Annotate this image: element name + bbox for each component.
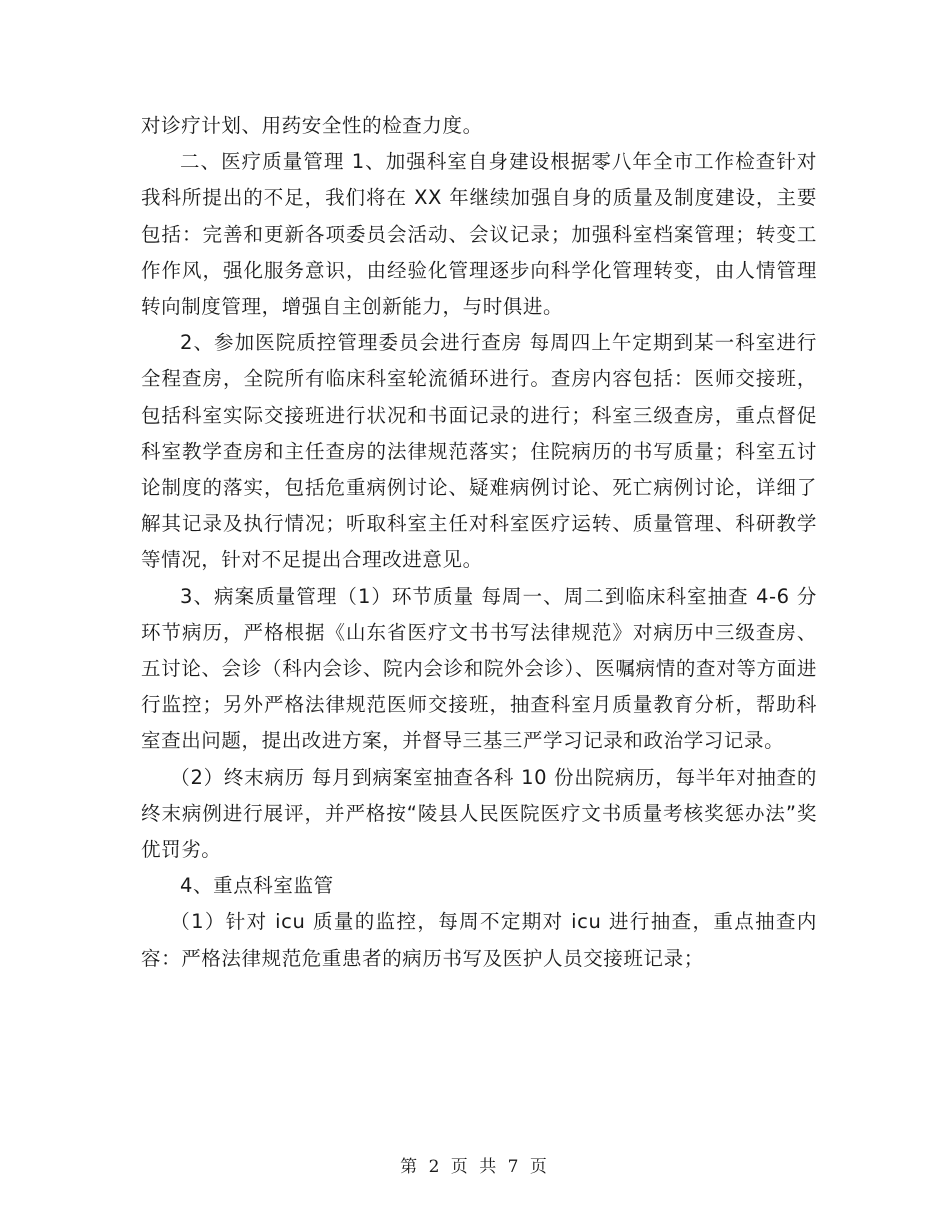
page-number-footer: 第 2 页 共 7 页 xyxy=(400,1157,550,1177)
paragraph-continuation: 对诊疗计划、用药安全性的检查力度。 xyxy=(141,114,483,137)
document-body xyxy=(141,108,817,977)
paragraph-ward-rounds: 2、参加医院质控管理委员会进行查房 每周四上午定期到某一科室进行全程查房，全院所有临床科室轮流循环进行。查房内容包括：医师交接班，包括科室实际交接班进行状况和书面记录的进行；科室三级查房，重点督促科室教学查房和主任查房的法律规范落实；住院病历的书写质量；科室五讨论制度的落实，包括危重病例讨论、疑难病例讨论、死亡病例讨论，详细了解其记录及执行情况；听取科室主任对科室医疗运转、质量管理、科研教学等情况，针对不足提出合理改进意见。 xyxy=(141,331,817,572)
paragraph-case-record-quality: 3、病案质量管理（1）环节质量 每周一、周二到临床科室抽查 4-6 分环节病历，严格根据《山东省医疗文书书写法律规范》对病历中三级查房、五讨论、会诊（科内会诊、院内会诊和院外会诊）、医嘱病情的查对等方面进行监控；另外严格法律规范医师交接班，抽查科室月质量教育分析，帮助科室查出问题，提出改进方案，并督导三基三严学习记录和政治学习记录。 xyxy=(141,584,817,753)
paragraph-final-records: （2）终末病历 每月到病案室抽查各科 10 份出院病历，每半年对抽查的终末病例进行展评，并严格按“陵县人民医院医疗文书质量考核奖惩办法”奖优罚劣。 xyxy=(141,765,817,862)
paragraph-icu-monitoring: （1）针对 icu 质量的监控，每周不定期对 icu 进行抽查，重点抽查内容：严格法律规范危重患者的病历书写及医护人员交接班记录； xyxy=(141,910,817,970)
paragraph-medical-quality-management: 二、医疗质量管理 1、加强科室自身建设根据零八年全市工作检查针对我科所提出的不足，我们将在 XX 年继续加强自身的质量及制度建设，主要包括：完善和更新各项委员会活动、会议记录；加强科室档案管理；转变工作作风，强化服务意识，由经验化管理逐步向科学化管理转变，由人情管理转向制度管理，增强自主创新能力，与时俱进。 xyxy=(141,150,817,319)
paragraph-key-department-heading: 4、重点科室监管 xyxy=(180,874,334,898)
